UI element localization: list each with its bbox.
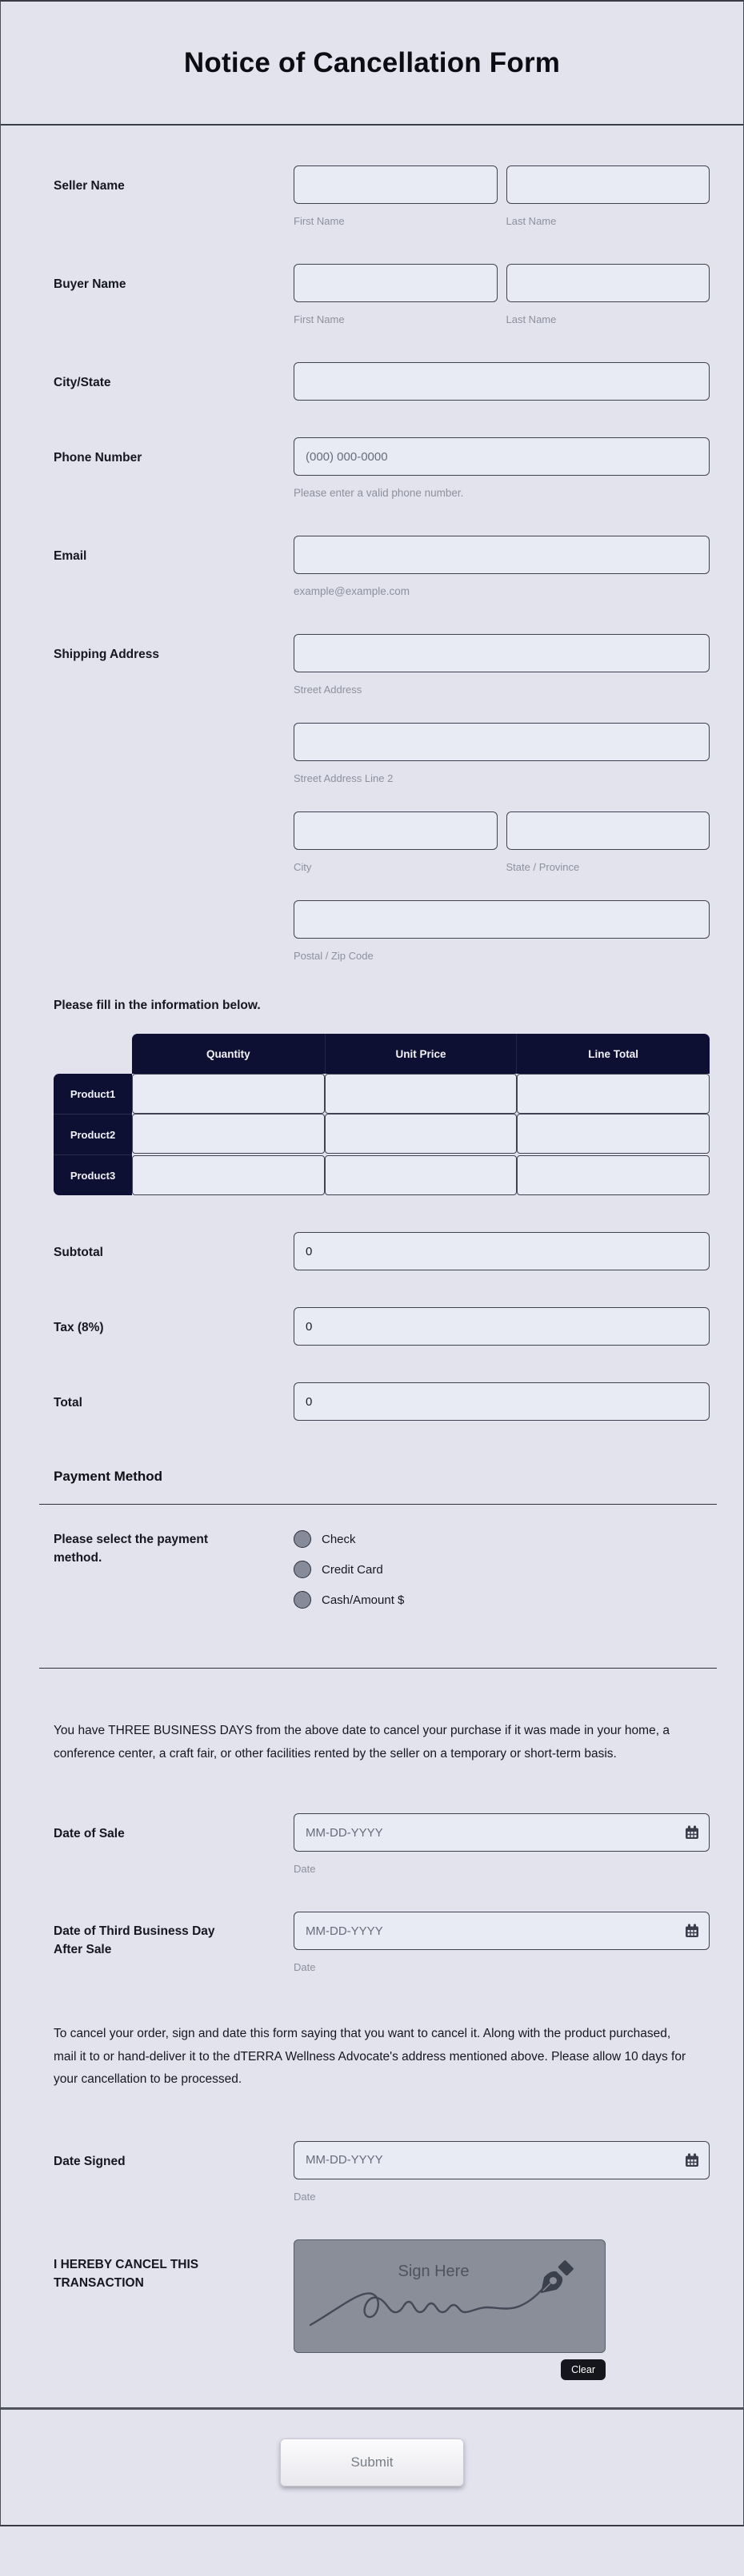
seller-name-row: [54, 165, 710, 227]
date-signed-label: Date Signed: [54, 2154, 126, 2168]
buyer-name-label: Buyer Name: [54, 277, 126, 291]
street-address-line2-input[interactable]: [294, 723, 710, 761]
street-address-input[interactable]: [294, 634, 710, 672]
three-business-days-notice: You have THREE BUSINESS DAYS from the above date to cancel your purchase if it was made in your home, a conference center, a craft fair, or other facilities rented by the seller on a temporary or short-term basis.: [54, 1724, 670, 1761]
check-radio[interactable]: [294, 1530, 311, 1548]
date-signed-sublabel: Date: [294, 2190, 316, 2203]
signature-statement-label: I HEREBY CANCEL THIS TRANSACTION: [54, 2257, 199, 2290]
city-state-label: City/State: [54, 376, 111, 389]
payment-option-credit-card[interactable]: [294, 1561, 710, 1578]
column-header-unit-price: Unit Price: [325, 1034, 518, 1074]
form-footer: [1, 2407, 743, 2525]
tax-row: [54, 1307, 710, 1346]
shipping-address-row: [54, 634, 710, 962]
credit-card-radio-label: Credit Card: [322, 1562, 383, 1577]
email-row: [54, 536, 710, 597]
seller-name-label: Seller Name: [54, 179, 125, 193]
column-header-quantity: Quantity: [132, 1034, 325, 1074]
email-input[interactable]: [294, 536, 710, 574]
payment-option-cash[interactable]: [294, 1591, 710, 1609]
product3-line-total-input[interactable]: [517, 1155, 710, 1195]
shipping-state-input[interactable]: [506, 811, 710, 850]
buyer-first-name-input[interactable]: [294, 264, 498, 302]
payment-method-heading: Payment Method: [54, 1469, 163, 1484]
signature-pad[interactable]: [294, 2239, 606, 2353]
date-of-sale-label: Date of Sale: [54, 1827, 125, 1840]
shipping-city-sublabel: City: [294, 861, 312, 873]
city-state-row: [54, 362, 710, 401]
city-state-input[interactable]: [294, 362, 710, 401]
payment-option-check[interactable]: [294, 1530, 710, 1548]
date-signed-row: [54, 2141, 710, 2203]
buyer-first-name-sublabel: First Name: [294, 313, 345, 325]
phone-label: Phone Number: [54, 451, 142, 465]
payment-bottom-divider: [39, 1668, 717, 1669]
row-header-product1: Product1: [54, 1074, 132, 1114]
products-table: [54, 1034, 710, 1195]
buyer-last-name-sublabel: Last Name: [506, 313, 557, 325]
product3-unit-price-input[interactable]: [325, 1155, 518, 1195]
date-of-sale-sublabel: Date: [294, 1863, 316, 1875]
subtotal-row: [54, 1232, 710, 1270]
signature-scribble: [294, 2240, 606, 2353]
product2-unit-price-input[interactable]: [325, 1114, 518, 1154]
subtotal-label: Subtotal: [54, 1246, 103, 1259]
clear-signature-button[interactable]: Clear: [561, 2359, 606, 2380]
buyer-last-name-input[interactable]: [506, 264, 710, 302]
product1-line-total-input[interactable]: [517, 1074, 710, 1114]
credit-card-radio[interactable]: [294, 1561, 311, 1578]
postal-code-sublabel: Postal / Zip Code: [294, 950, 374, 962]
seller-last-name-sublabel: Last Name: [506, 215, 557, 227]
tax-label: Tax (8%): [54, 1321, 104, 1334]
payment-options-row: [54, 1530, 710, 1621]
email-label: Email: [54, 549, 87, 563]
row-header-product3: Product3: [54, 1155, 132, 1195]
check-radio-label: Check: [322, 1532, 356, 1546]
street-address-sublabel: Street Address: [294, 684, 362, 696]
product1-unit-price-input[interactable]: [325, 1074, 518, 1114]
product3-quantity-input[interactable]: [132, 1155, 325, 1195]
shipping-address-label: Shipping Address: [54, 648, 160, 661]
third-business-day-label: Date of Third Business Day After Sale: [54, 1924, 215, 1957]
cash-radio-label: Cash/Amount $: [322, 1593, 405, 1607]
product1-quantity-input[interactable]: [132, 1074, 325, 1114]
subtotal-input[interactable]: [294, 1232, 710, 1270]
third-business-day-row: [54, 1912, 710, 1973]
signature-row: [54, 2239, 710, 2380]
submit-button[interactable]: Submit: [280, 2438, 464, 2486]
payment-prompt-label: Please select the payment method.: [54, 1533, 208, 1565]
form-header: [1, 2, 743, 126]
cash-radio[interactable]: [294, 1591, 311, 1609]
phone-row: [54, 437, 710, 499]
total-row: [54, 1382, 710, 1421]
cancel-instructions-notice: To cancel your order, sign and date this form saying that you want to cancel it. Along with the product purchased, mail it to or hand-deliver it to the dTERRA Wellness Advocate's address mentioned above. Please allow 10 days for your cancellation to be processed.: [54, 2027, 686, 2086]
shipping-city-input[interactable]: [294, 811, 498, 850]
payment-top-divider: [39, 1504, 717, 1505]
date-signed-input[interactable]: [294, 2141, 710, 2179]
phone-hint: Please enter a valid phone number.: [294, 487, 464, 499]
sign-here-placeholder: Sign Here: [398, 2262, 470, 2280]
shipping-state-sublabel: State / Province: [506, 861, 580, 873]
phone-input[interactable]: [294, 437, 710, 476]
total-input[interactable]: [294, 1382, 710, 1421]
third-business-day-input[interactable]: [294, 1912, 710, 1950]
row-header-product2: Product2: [54, 1114, 132, 1155]
seller-first-name-sublabel: First Name: [294, 215, 345, 227]
table-corner-spacer: [54, 1034, 132, 1074]
tax-input[interactable]: [294, 1307, 710, 1346]
third-business-day-sublabel: Date: [294, 1961, 316, 1973]
total-label: Total: [54, 1396, 82, 1410]
page-title: Notice of Cancellation Form: [183, 46, 561, 78]
date-of-sale-row: [54, 1813, 710, 1875]
seller-last-name-input[interactable]: [506, 165, 710, 204]
product2-quantity-input[interactable]: [132, 1114, 325, 1154]
street-address-line2-sublabel: Street Address Line 2: [294, 772, 394, 784]
pen-nib-icon: [534, 2258, 576, 2299]
postal-code-input[interactable]: [294, 900, 710, 939]
seller-first-name-input[interactable]: [294, 165, 498, 204]
email-hint: example@example.com: [294, 585, 410, 597]
buyer-name-row: [54, 264, 710, 325]
table-intro-text: Please fill in the information below.: [54, 999, 261, 1012]
column-header-line-total: Line Total: [517, 1034, 710, 1074]
product2-line-total-input[interactable]: [517, 1114, 710, 1154]
date-of-sale-input[interactable]: [294, 1813, 710, 1852]
